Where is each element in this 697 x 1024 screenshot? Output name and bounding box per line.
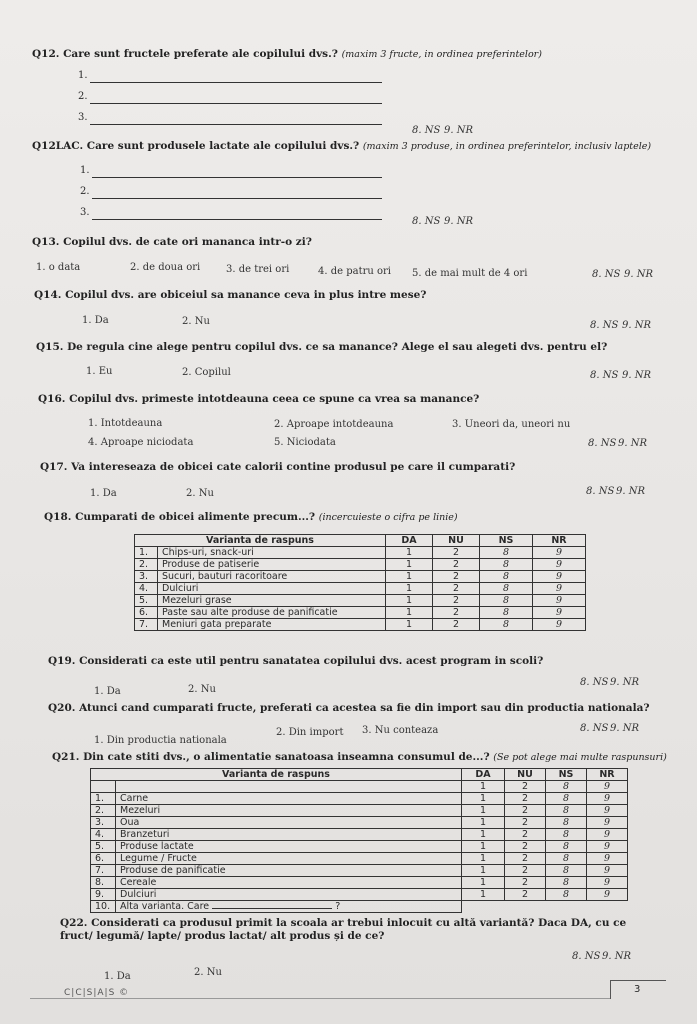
q19-ns[interactable]: 8. NS	[580, 677, 609, 688]
q12-line-1[interactable]	[90, 82, 382, 83]
q18-header-da: DA	[386, 535, 433, 547]
cell-nr[interactable]: 9	[533, 583, 586, 595]
cell-da: 1	[462, 781, 505, 793]
cell-nr[interactable]: 9	[587, 793, 628, 805]
row-number: 7.	[91, 865, 116, 877]
row-number: 8.	[91, 877, 116, 889]
table-row	[135, 571, 586, 583]
cell-ns[interactable]: 8	[546, 841, 587, 853]
row-label: Legume / Fructe	[116, 853, 462, 865]
cell-nu[interactable]: 2	[505, 889, 546, 901]
cell-nr: 9	[587, 781, 628, 793]
q12-ns[interactable]: 8. NS	[412, 125, 441, 136]
q16-nr[interactable]: 9. NR	[618, 438, 647, 449]
q16-option-1[interactable]: 1. Intotdeauna	[88, 418, 163, 429]
table-row	[91, 817, 628, 829]
q12lac-line-2[interactable]	[92, 198, 382, 199]
q22-option-1[interactable]: 1. Da	[104, 971, 131, 982]
q12lac-nr[interactable]: 9. NR	[444, 216, 473, 227]
q14-nr[interactable]: 9. NR	[622, 320, 651, 331]
cell-ns[interactable]: 8	[480, 571, 533, 583]
cell-da[interactable]: 1	[462, 841, 505, 853]
q15-ns[interactable]: 8. NS	[590, 370, 619, 381]
table-row	[135, 547, 586, 559]
q16-title: Q16. Copilul dvs. primeste intotdeauna ceea ce spune ca vrea sa manance?	[38, 393, 480, 405]
q14-ns[interactable]: 8. NS	[590, 320, 619, 331]
row-number	[91, 781, 116, 793]
q14-option-2[interactable]: 2. Nu	[182, 316, 210, 327]
q22-ns[interactable]: 8. NS	[572, 951, 601, 962]
q18-title: Q18. Cumparati de obicei alimente precum...? (incercuieste o cifra pe linie)	[44, 511, 458, 523]
cell-nu[interactable]: 2	[505, 853, 546, 865]
q20-option-1[interactable]: 1. Din productia nationala	[94, 735, 227, 746]
cell-ns[interactable]: 8	[480, 547, 533, 559]
q18-header-nr: NR	[533, 535, 586, 547]
q12lac-title: Q12LAC. Care sunt produsele lactate ale copilului dvs.? (maxim 3 produse, in ordinea preferintelor, inclusiv laptele)	[32, 140, 652, 152]
cell-da[interactable]: 1	[462, 889, 505, 901]
row-number: 5.	[91, 841, 116, 853]
row-number: 1.	[91, 793, 116, 805]
cell-da[interactable]: 1	[386, 607, 433, 619]
q17-nr[interactable]: 9. NR	[616, 486, 645, 497]
cell-nr[interactable]: 9	[587, 817, 628, 829]
cell-da[interactable]: 1	[462, 817, 505, 829]
q16-option-5[interactable]: 5. Niciodata	[274, 437, 336, 448]
q21-header-nu: NU	[505, 769, 546, 781]
q13-option-5[interactable]: 5. de mai mult de 4 ori	[412, 268, 528, 279]
q17-option-1[interactable]: 1. Da	[90, 488, 117, 499]
cell-nr[interactable]: 9	[533, 559, 586, 571]
other-question-mark: ?	[335, 901, 341, 912]
q17-option-2[interactable]: 2. Nu	[186, 488, 214, 499]
q20-nr[interactable]: 9. NR	[610, 723, 639, 734]
row-number: 2.	[135, 559, 158, 571]
row-label: Meniuri gata preparate	[158, 619, 386, 631]
row-label: Cereale	[116, 877, 462, 889]
row-label: Produse de panificatie	[116, 865, 462, 877]
cell-ns[interactable]: 8	[546, 793, 587, 805]
q20-title: Q20. Atunci cand cumparati fructe, preferati ca acestea sa fie din import sau din productia nationala?	[48, 702, 650, 714]
q16-ns[interactable]: 8. NS	[588, 438, 617, 449]
cell-da[interactable]: 1	[386, 583, 433, 595]
cell-nu[interactable]: 2	[433, 607, 480, 619]
row-label: Mezeluri	[116, 805, 462, 817]
q18-table-header	[135, 535, 586, 547]
q22-option-2[interactable]: 2. Nu	[194, 967, 222, 978]
cell-nu[interactable]: 2	[433, 619, 480, 631]
row-label: Paste sau alte produse de panificatie	[158, 607, 386, 619]
table-row	[135, 607, 586, 619]
q12-line-3[interactable]	[90, 124, 382, 125]
cell-nr[interactable]: 9	[587, 853, 628, 865]
row-number: 6.	[91, 853, 116, 865]
q14-title: Q14. Copilul dvs. are obiceiul sa manance ceva in plus intre mese?	[34, 289, 427, 301]
cell-ns[interactable]: 8	[546, 877, 587, 889]
footer-divider	[30, 998, 610, 999]
q15-nr[interactable]: 9. NR	[622, 370, 651, 381]
q12lac-line-1[interactable]	[92, 177, 382, 178]
cell-nu[interactable]: 2	[505, 805, 546, 817]
row-number: 4.	[91, 829, 116, 841]
cell-nu[interactable]: 2	[433, 571, 480, 583]
q20-ns[interactable]: 8. NS	[580, 723, 609, 734]
cell-da[interactable]: 1	[386, 595, 433, 607]
cell-da[interactable]: 1	[462, 829, 505, 841]
cell-da[interactable]: 1	[386, 619, 433, 631]
cell-ns[interactable]: 8	[480, 583, 533, 595]
cell-nr[interactable]: 9	[587, 889, 628, 901]
cell-nr[interactable]: 9	[533, 595, 586, 607]
q21-header-varianta: Varianta de raspuns	[91, 769, 462, 781]
cell-nr[interactable]: 9	[533, 571, 586, 583]
q21-title: Q21. Din cate stiti dvs., o alimentatie sanatoasa inseamna consumul de...? (Se pot alege mai multe raspunsuri)	[52, 751, 667, 763]
cell-ns[interactable]: 8	[480, 595, 533, 607]
cell-ns: 8	[546, 781, 587, 793]
cell-nu: 2	[505, 781, 546, 793]
q18-table	[134, 534, 586, 631]
q13-option-4[interactable]: 4. de patru ori	[318, 266, 391, 277]
cell-da[interactable]: 1	[462, 853, 505, 865]
q21-table-header	[91, 769, 628, 781]
row-label: Branzeturi	[116, 829, 462, 841]
row-number: 3.	[135, 571, 158, 583]
q12-line-3-label: 3.	[78, 112, 88, 123]
q18-header-ns: NS	[480, 535, 533, 547]
cell-nr[interactable]: 9	[587, 805, 628, 817]
table-row	[135, 583, 586, 595]
cell-da[interactable]: 1	[386, 547, 433, 559]
table-row	[91, 889, 628, 901]
row-number: 2.	[91, 805, 116, 817]
q21-header-ns: NS	[546, 769, 587, 781]
cell-nu[interactable]: 2	[433, 595, 480, 607]
table-row	[91, 841, 628, 853]
q13-option-1[interactable]: 1. o data	[36, 262, 81, 273]
cell-nr[interactable]: 9	[533, 619, 586, 631]
empty-cell	[462, 901, 628, 913]
q16-option-4[interactable]: 4. Aproape niciodata	[88, 437, 194, 448]
cell-nu[interactable]: 2	[433, 583, 480, 595]
cell-nu[interactable]: 2	[505, 793, 546, 805]
row-number: 4.	[135, 583, 158, 595]
cell-ns[interactable]: 8	[546, 865, 587, 877]
row-label: Produse de patiserie	[158, 559, 386, 571]
row-label: Dulciuri	[116, 889, 462, 901]
cell-nr[interactable]: 9	[587, 865, 628, 877]
row-number: 3.	[91, 817, 116, 829]
table-row	[91, 865, 628, 877]
q19-option-1[interactable]: 1. Da	[94, 686, 121, 697]
cell-da[interactable]: 1	[386, 559, 433, 571]
cell-nr[interactable]: 9	[533, 607, 586, 619]
row-number: 10.	[91, 901, 116, 913]
q12-nr[interactable]: 9. NR	[444, 125, 473, 136]
cell-da[interactable]: 1	[462, 805, 505, 817]
table-row	[91, 793, 628, 805]
q17-title: Q17. Va intereseaza de obicei cate calorii contine produsul pe care il cumparati?	[40, 461, 516, 473]
q17-ns[interactable]: 8. NS	[586, 486, 615, 497]
row-number: 5.	[135, 595, 158, 607]
table-row	[91, 901, 628, 913]
q13-ns[interactable]: 8. NS	[592, 269, 621, 280]
q12lac-line-2-label: 2.	[80, 186, 90, 197]
cell-nr[interactable]: 9	[587, 877, 628, 889]
q14-option-1[interactable]: 1. Da	[82, 315, 109, 326]
cell-ns[interactable]: 8	[546, 889, 587, 901]
q12lac-ns[interactable]: 8. NS	[412, 216, 441, 227]
cell-ns[interactable]: 8	[546, 817, 587, 829]
cell-nu[interactable]: 2	[505, 817, 546, 829]
row-label: Sucuri, bauturi racoritoare	[158, 571, 386, 583]
cell-ns[interactable]: 8	[546, 853, 587, 865]
cell-nr[interactable]: 9	[533, 547, 586, 559]
row-label: Mezeluri grase	[158, 595, 386, 607]
cell-ns[interactable]: 8	[480, 607, 533, 619]
cell-nu[interactable]: 2	[433, 559, 480, 571]
row-label: Carne	[116, 793, 462, 805]
row-label: Produse lactate	[116, 841, 462, 853]
q15-option-1[interactable]: 1. Eu	[86, 366, 113, 377]
cell-da[interactable]: 1	[386, 571, 433, 583]
q12-line-2[interactable]	[90, 103, 382, 104]
table-row	[91, 853, 628, 865]
cell-ns[interactable]: 8	[546, 805, 587, 817]
q20-option-2[interactable]: 2. Din import	[276, 727, 344, 738]
q18-header-nu: NU	[433, 535, 480, 547]
table-row	[91, 877, 628, 889]
cell-nu[interactable]: 2	[505, 877, 546, 889]
cell-nr[interactable]: 9	[587, 841, 628, 853]
row-number: 1.	[135, 547, 158, 559]
q12-line-1-label: 1.	[78, 70, 88, 81]
q21-table	[90, 768, 628, 913]
cell-da[interactable]: 1	[462, 793, 505, 805]
q12lac-line-3-label: 3.	[80, 207, 90, 218]
other-input-line[interactable]	[212, 908, 332, 909]
table-row	[135, 595, 586, 607]
q12lac-line-3[interactable]	[92, 219, 382, 220]
q19-title: Q19. Considerati ca este util pentru sanatatea copilului dvs. acest program in scoli?	[48, 655, 544, 667]
q19-option-2[interactable]: 2. Nu	[188, 684, 216, 695]
cell-ns[interactable]: 8	[546, 829, 587, 841]
cell-nr[interactable]: 9	[587, 829, 628, 841]
table-row	[91, 805, 628, 817]
row-label: Oua	[116, 817, 462, 829]
q19-nr[interactable]: 9. NR	[610, 677, 639, 688]
cell-nu[interactable]: 2	[505, 865, 546, 877]
q21-header-da: DA	[462, 769, 505, 781]
table-row	[135, 619, 586, 631]
other-label: Alta varianta. Care	[120, 901, 210, 912]
q13-title: Q13. Copilul dvs. de cate ori mananca intr-o zi?	[32, 236, 312, 248]
row-number: 9.	[91, 889, 116, 901]
q22-title: Q22. Considerati ca produsul primit la scoala ar trebui inlocuit cu altă variantă? Daca DA, cu ce fruct/ legumă/ lapte/ produs lactat/ alt produs și de ce?	[60, 917, 627, 942]
row-label	[116, 781, 462, 793]
row-label: Chips-uri, snack-uri	[158, 547, 386, 559]
page-number: 3	[634, 984, 641, 995]
q13-nr[interactable]: 9. NR	[624, 269, 653, 280]
cell-nu[interactable]: 2	[505, 829, 546, 841]
q13-option-2[interactable]: 2. de doua ori	[130, 262, 201, 273]
q21-header-nr: NR	[587, 769, 628, 781]
q15-title: Q15. De regula cine alege pentru copilul dvs. ce sa manance? Alege el sau alegeti dvs. pentru el?	[36, 341, 608, 353]
q12-title: Q12. Care sunt fructele preferate ale copilului dvs.? (maxim 3 fructe, in ordinea preferintelor)	[32, 48, 542, 60]
row-label: Dulciuri	[158, 583, 386, 595]
table-row	[91, 781, 628, 793]
row-label[interactable]	[116, 901, 462, 913]
table-row	[91, 829, 628, 841]
q16-option-2[interactable]: 2. Aproape intotdeauna	[274, 419, 394, 430]
table-row	[135, 559, 586, 571]
q13-option-3[interactable]: 3. de trei ori	[226, 264, 290, 275]
cell-nu[interactable]: 2	[505, 841, 546, 853]
cell-nu[interactable]: 2	[433, 547, 480, 559]
q12lac-line-1-label: 1.	[80, 165, 90, 176]
cell-ns[interactable]: 8	[480, 619, 533, 631]
ccsas-logo: C|C|S|A|S ©	[64, 988, 130, 998]
q15-option-2[interactable]: 2. Copilul	[182, 367, 231, 378]
q20-option-3[interactable]: 3. Nu conteaza	[362, 725, 439, 736]
row-number: 6.	[135, 607, 158, 619]
row-number: 7.	[135, 619, 158, 631]
q18-header-varianta: Varianta de raspuns	[135, 535, 386, 547]
cell-da[interactable]: 1	[462, 865, 505, 877]
cell-da[interactable]: 1	[462, 877, 505, 889]
cell-ns[interactable]: 8	[480, 559, 533, 571]
q16-option-3[interactable]: 3. Uneori da, uneori nu	[452, 419, 571, 430]
q12-line-2-label: 2.	[78, 91, 88, 102]
q22-nr[interactable]: 9. NR	[602, 951, 631, 962]
